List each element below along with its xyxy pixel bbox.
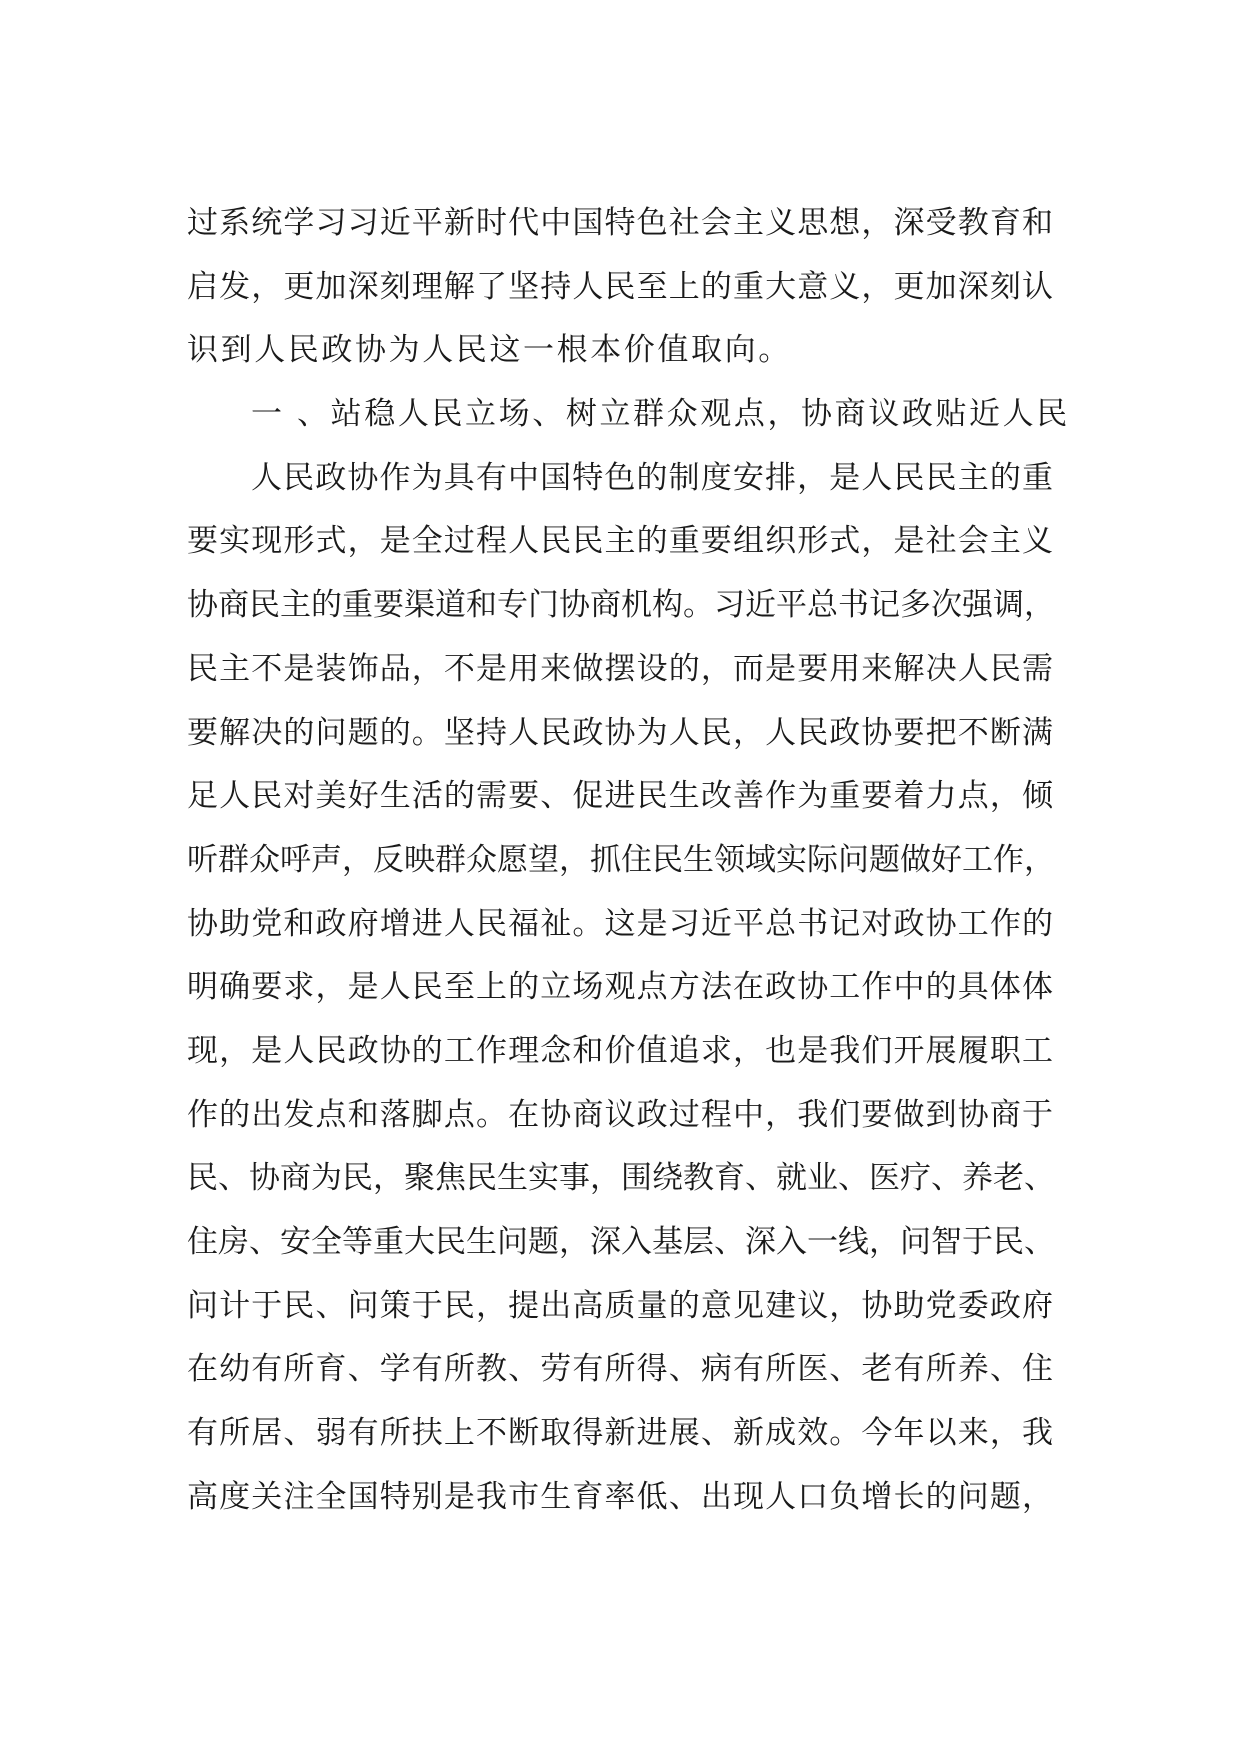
text-line: 过系统学习习近平新时代中国特色社会主义思想，深受教育和 — [187, 205, 1053, 241]
text-line: 在幼有所育、学有所教、劳有所得、病有所医、老有所养、住 — [187, 1351, 1053, 1388]
text-line: 启发，更加深刻理解了坚持人民至上的重大意义，更加深刻认 — [187, 268, 1053, 305]
text-line: 识到人民政协为人民这一根本价值取向。 — [187, 332, 792, 369]
text-line: 明确要求，是人民至上的立场观点方法在政协工作中的具体体 — [187, 969, 1053, 1006]
text-line: 要解决的问题的。坚持人民政协为人民，人民政协要把不断满 — [187, 714, 1053, 751]
text-line: 民、协商为民，聚焦民生实事，围绕教育、就业、医疗、养老、 — [187, 1160, 1055, 1197]
text-line: 协助党和政府增进人民福祉。这是习近平总书记对政协工作的 — [187, 905, 1053, 942]
text-line: 有所居、弱有所扶上不断取得新进展、新成效。今年以来，我 — [187, 1415, 1053, 1452]
text-line: 听群众呼声，反映群众愿望，抓住民生领域实际问题做好工作， — [187, 841, 1055, 878]
text-line: 高度关注全国特别是我市生育率低、出现人口负增长的问题， — [187, 1478, 1053, 1515]
text-line: 住房、安全等重大民生问题，深入基层、深入一线，问智于民、 — [187, 1224, 1055, 1260]
text-line: 协商民主的重要渠道和专门协商机构。习近平总书记多次强调， — [187, 587, 1055, 624]
text-line: 人民政协作为具有中国特色的制度安排，是人民民主的重 — [251, 459, 1053, 496]
text-line: 现，是人民政协的工作理念和价值追求，也是我们开展履职工 — [187, 1032, 1053, 1069]
text-line: 民主不是装饰品，不是用来做摆设的，而是要用来解决人民需 — [187, 650, 1053, 687]
text-line: 作的出发点和落脚点。在协商议政过程中，我们要做到协商于 — [187, 1096, 1053, 1133]
text-line: 问计于民、问策于民，提出高质量的意见建议，协助党委政府 — [187, 1287, 1053, 1324]
body-text — [187, 192, 1070, 1529]
text-line: 要实现形式，是全过程人民民主的重要组织形式，是社会主义 — [187, 523, 1053, 560]
section-heading: 一 、站稳人民立场、树立群众观点，协商议政贴近人民 — [251, 396, 1070, 433]
text-line: 足人民对美好生活的需要、促进民生改善作为重要着力点，倾 — [187, 778, 1053, 815]
